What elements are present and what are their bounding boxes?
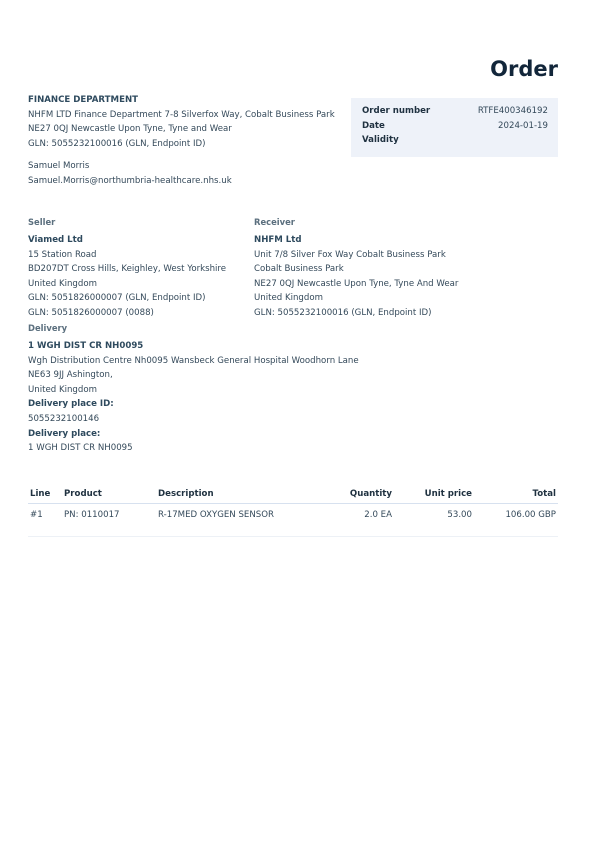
order-number-row [362,104,548,119]
seller-country: United Kingdom [28,278,97,289]
delivery-place-id-label: Delivery place ID: [28,399,114,410]
order-date-label: Date [362,120,385,131]
row-total: 106.00 GBP [474,504,558,537]
col-line: Line [28,487,62,504]
delivery-address: Wgh Distribution Centre Nh0095 Wansbeck General Hospital Woodhorn Lane [28,355,359,366]
seller-city: BD207DT Cross Hills, Keighley, West Yorkshire [28,264,227,275]
receiver-street: Unit 7/8 Silver Fox Way Cobalt Business Park [254,249,446,260]
receiver-label: Receiver [254,217,295,227]
issuer-address-line2: NE27 0QJ Newcastle Upon Tyne, Tyne and Wear [28,124,232,135]
delivery-city: NE63 9JJ Ashington, [28,370,113,381]
receiver-name: NHFM Ltd [254,235,302,245]
delivery-name: 1 WGH DIST CR NH0095 [28,341,144,351]
row-unit-price: 53.00 [394,504,474,537]
delivery-label: Delivery [28,323,68,333]
order-number-value: RTFE400346192 [477,106,548,116]
seller-block [28,215,253,321]
seller-street: 15 Station Road [28,249,97,260]
seller-label: Seller [28,217,56,227]
receiver-block [254,215,554,321]
page-title: Order [490,57,558,81]
issuer-address-line1: NHFM LTD Finance Department 7-8 Silverfox Way, Cobalt Business Park [28,109,335,120]
order-validity-label: Validity [362,135,399,146]
col-quantity: Quantity [320,487,394,504]
issuer-contact-email: Samuel.Morris@northumbria-healthcare.nhs.uk [28,175,232,186]
table-row [28,504,558,537]
row-product: PN: 0110017 [62,504,156,537]
order-date-row [362,119,548,134]
delivery-place-id: 5055232100146 [28,413,100,424]
col-product: Product [62,487,156,504]
row-line: #1 [28,504,62,537]
receiver-country: United Kingdom [254,293,323,304]
receiver-city: NE27 0QJ Newcastle Upon Tyne, Tyne And Wear [254,278,459,289]
issuer-contact-name: Samuel Morris [28,161,90,172]
issuer-department: FINANCE DEPARTMENT [28,95,139,105]
delivery-block [28,321,428,456]
order-lines-table [28,487,558,537]
order-date-value: 2024-01-19 [498,120,548,131]
row-quantity: 2.0 EA [320,504,394,537]
order-info-box [351,98,558,157]
row-description: R-17MED OXYGEN SENSOR [156,504,320,537]
seller-gln-0088: GLN: 5051826000007 (0088) [28,307,154,318]
seller-name: Viamed Ltd [28,235,83,245]
col-unit-price: Unit price [394,487,474,504]
col-total: Total [474,487,558,504]
order-validity-row [362,133,548,148]
seller-gln-endpoint: GLN: 5051826000007 (GLN, Endpoint ID) [28,293,206,304]
receiver-gln: GLN: 5055232100016 (GLN, Endpoint ID) [254,307,432,318]
delivery-country: United Kingdom [28,384,97,395]
issuer-gln: GLN: 5055232100016 (GLN, Endpoint ID) [28,138,206,149]
table-header-row [28,487,558,504]
delivery-place: 1 WGH DIST CR NH0095 [28,443,133,454]
order-number-label: Order number [362,106,431,116]
col-description: Description [156,487,320,504]
receiver-area: Cobalt Business Park [254,264,344,275]
issuer-block [28,93,358,189]
delivery-place-label: Delivery place: [28,428,101,439]
